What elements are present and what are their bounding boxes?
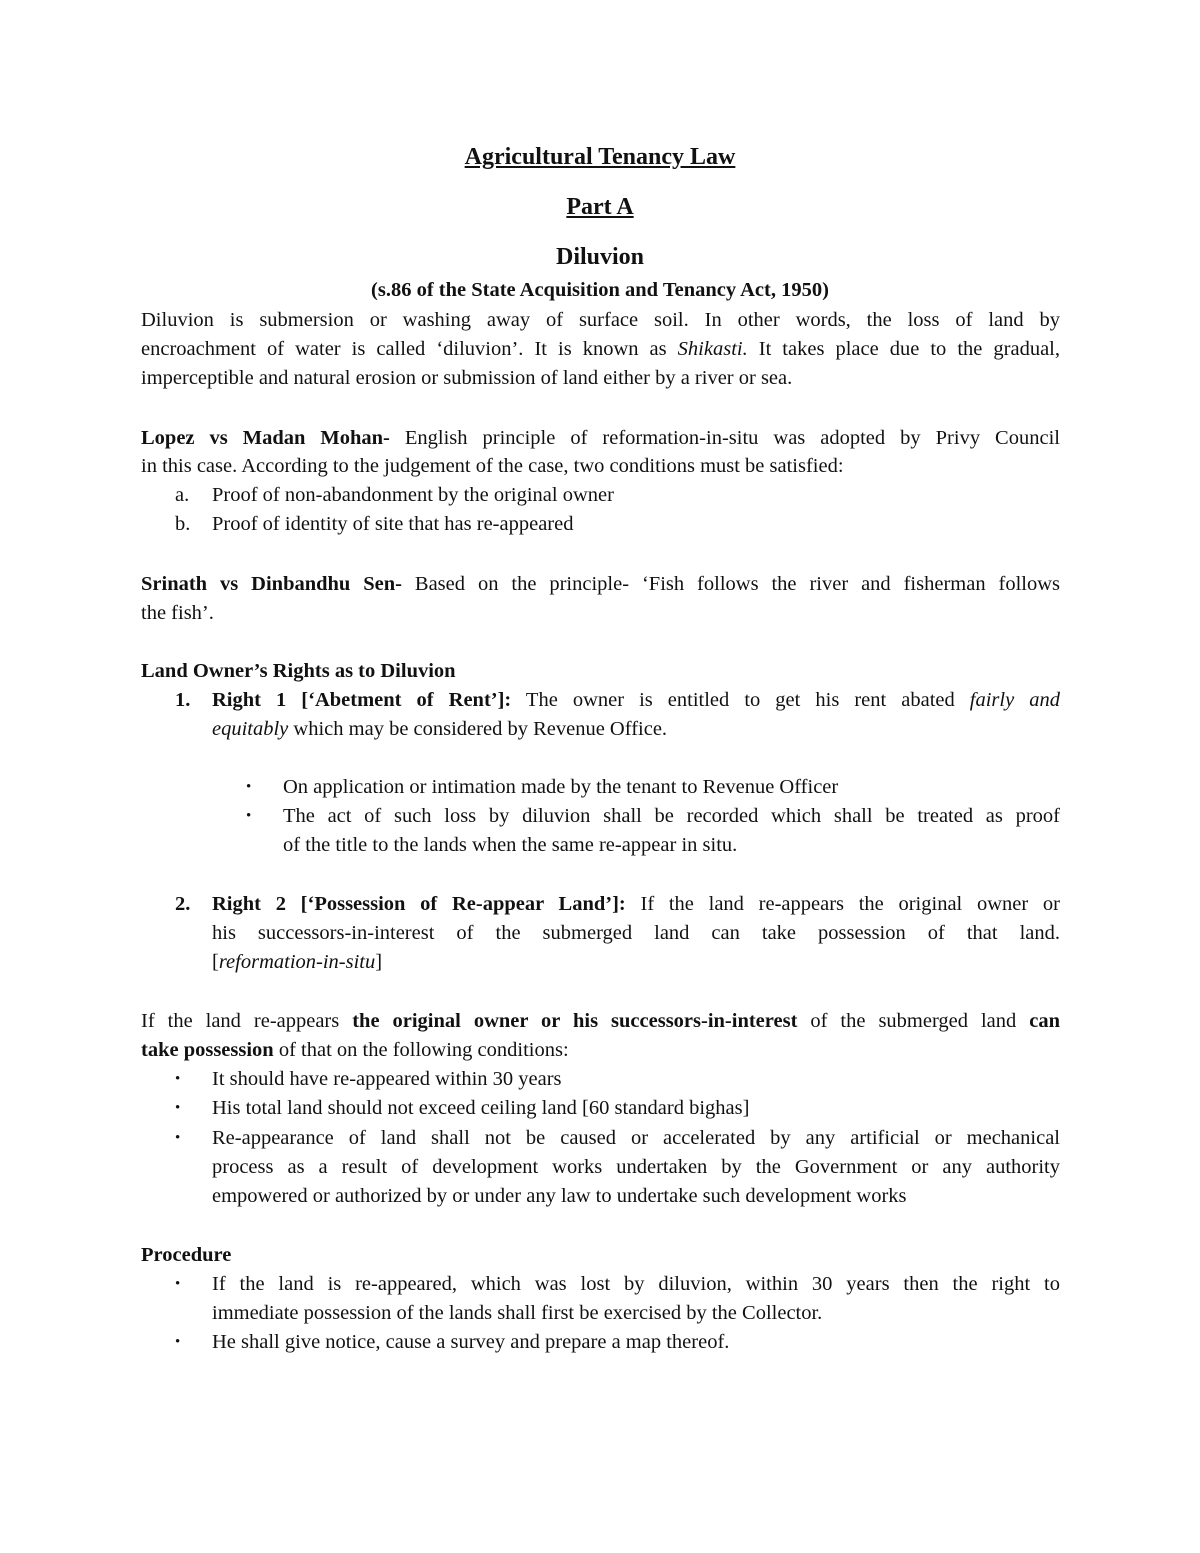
- bullet-dot: •: [175, 1334, 181, 1350]
- list-item-b: Proof of identity of site that has re-appeared: [212, 513, 574, 535]
- bullet-dot: •: [246, 808, 252, 824]
- right-1-bullet-2: The act of such loss by diluvion shall be recorded which shall be treated as proof: [283, 805, 1060, 827]
- lopez-line-1: Lopez vs Madan Mohan- English principle of reformation-in-situ was adopted by Privy Council: [141, 427, 1060, 449]
- bullet-dot: •: [175, 1071, 181, 1087]
- procedure-bullet-1: If the land is re-appeared, which was lost by diluvion, within 30 years then the right to: [212, 1273, 1060, 1295]
- right-1-bullet-2-cont: of the title to the lands when the same re-appear in situ.: [283, 834, 738, 856]
- intro-line-2: encroachment of water is called ‘diluvion’. It is known as Shikasti. It takes place due to the gradual,: [141, 338, 1060, 360]
- right-1-line-1: Right 1 [‘Abetment of Rent’]: The owner is entitled to get his rent abated fairly and: [212, 689, 1060, 711]
- bullet-dot: •: [175, 1100, 181, 1116]
- bullet-dot: •: [175, 1130, 181, 1146]
- bullet-dot: •: [246, 779, 252, 795]
- case-name-srinath: Srinath vs Dinbandhu Sen-: [141, 573, 402, 595]
- condition-bullet-3-cont-2: empowered or authorized by or under any law to undertake such development works: [212, 1185, 907, 1207]
- intro-line-1: Diluvion is submersion or washing away of surface soil. In other words, the loss of land by: [141, 309, 1060, 331]
- procedure-bullet-1-cont: immediate possession of the lands shall first be exercised by the Collector.: [212, 1302, 823, 1324]
- procedure-bullet-2: He shall give notice, cause a survey and prepare a map thereof.: [212, 1331, 730, 1353]
- section-heading: Diluvion: [555, 244, 645, 270]
- conditions-line-2: take possession of that on the following conditions:: [141, 1039, 569, 1061]
- right-2-marker: 2.: [175, 893, 191, 915]
- right-1-bullet-1: On application or intimation made by the tenant to Revenue Officer: [283, 776, 839, 798]
- list-item-a: Proof of non-abandonment by the original owner: [212, 484, 614, 506]
- right-1-line-2: equitably which may be considered by Revenue Office.: [212, 718, 668, 740]
- list-marker-b: b.: [175, 513, 191, 535]
- condition-bullet-2: His total land should not exceed ceiling land [60 standard bighas]: [212, 1097, 750, 1119]
- section-subheading: (s.86 of the State Acquisition and Tenancy Act, 1950): [371, 279, 829, 301]
- document-title: Agricultural Tenancy Law: [464, 144, 736, 170]
- procedure-heading: Procedure: [141, 1244, 232, 1266]
- condition-bullet-3: Re-appearance of land shall not be caused or accelerated by any artificial or mechanical: [212, 1127, 1060, 1149]
- lopez-line-2: in this case. According to the judgement of the case, two conditions must be satisfied:: [141, 455, 844, 477]
- condition-bullet-1: It should have re-appeared within 30 years: [212, 1068, 562, 1090]
- right-2-line-2: his successors-in-interest of the submerged land can take possession of that land.: [212, 922, 1060, 944]
- bullet-dot: •: [175, 1276, 181, 1292]
- condition-bullet-3-cont-1: process as a result of development works undertaken by the Government or any authority: [212, 1156, 1060, 1178]
- srinath-line-2: the fish’.: [141, 602, 214, 624]
- srinath-line-1: Srinath vs Dinbandhu Sen- Based on the principle- ‘Fish follows the river and fisherman follows: [141, 573, 1061, 595]
- right-2-line-3: [reformation-in-situ]: [212, 951, 383, 973]
- case-name-lopez: Lopez vs Madan Mohan-: [141, 427, 390, 449]
- part-heading: Part A: [566, 194, 634, 220]
- list-marker-a: a.: [175, 484, 190, 506]
- conditions-line-1: If the land re-appears the original owner or his successors-in-interest of the submerged land can: [141, 1010, 1060, 1032]
- intro-line-3: imperceptible and natural erosion or submission of land either by a river or sea.: [141, 367, 793, 389]
- right-2-line-1: Right 2 [‘Possession of Re-appear Land’]: If the land re-appears the original owner or: [212, 893, 1060, 915]
- rights-heading: Land Owner’s Rights as to Diluvion: [141, 660, 456, 682]
- right-1-marker: 1.: [175, 689, 191, 711]
